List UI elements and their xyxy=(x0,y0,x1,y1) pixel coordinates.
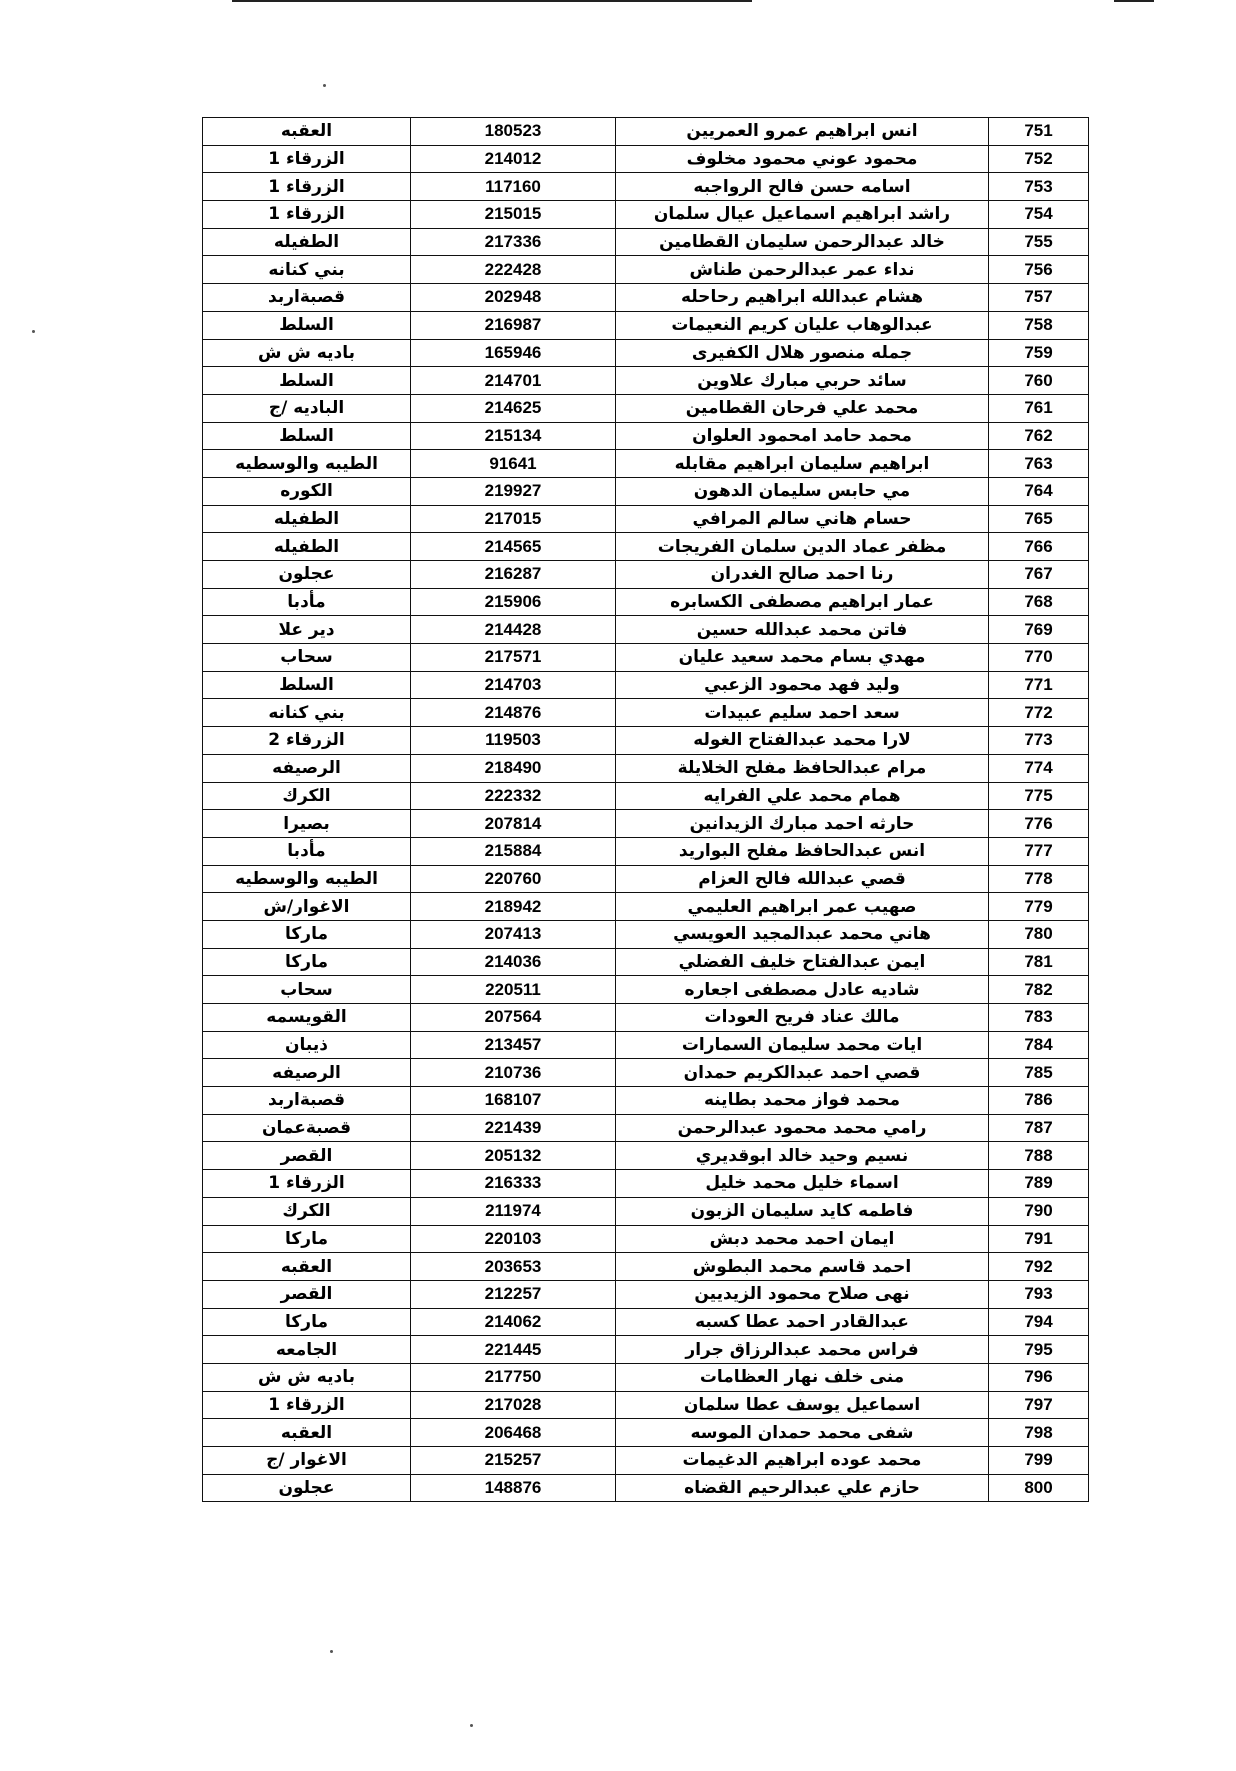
serial-number-cell: 768 xyxy=(989,588,1089,616)
serial-number-cell: 782 xyxy=(989,976,1089,1004)
id-number-cell: 212257 xyxy=(411,1280,616,1308)
name-cell: هشام عبدالله ابراهيم رحاحله xyxy=(616,284,989,312)
table-row xyxy=(203,256,1089,284)
name-cell: لارا محمد عبدالفتاح الغوله xyxy=(616,727,989,755)
table-row xyxy=(203,339,1089,367)
name-cell: حازم علي عبدالرحيم القضاه xyxy=(616,1474,989,1502)
region-cell: العقبه xyxy=(203,1253,411,1281)
id-number-cell: 217336 xyxy=(411,228,616,256)
table-row xyxy=(203,1170,1089,1198)
name-cell: نسيم وحيد خالد ابوقديري xyxy=(616,1142,989,1170)
id-number-cell: 217015 xyxy=(411,505,616,533)
table-row xyxy=(203,671,1089,699)
region-cell: قصبةاربد xyxy=(203,1087,411,1115)
table-row xyxy=(203,561,1089,589)
id-number-cell: 207564 xyxy=(411,1004,616,1032)
id-number-cell: 214062 xyxy=(411,1308,616,1336)
name-cell: مظفر عماد الدين سلمان الفريجات xyxy=(616,533,989,561)
name-cell: رامي محمد محمود عبدالرحمن xyxy=(616,1114,989,1142)
name-cell: سعد احمد سليم عبيدات xyxy=(616,699,989,727)
serial-number-cell: 799 xyxy=(989,1447,1089,1475)
name-cell: راشد ابراهيم اسماعيل عيال سلمان xyxy=(616,201,989,229)
region-cell: العقبه xyxy=(203,1419,411,1447)
region-cell: الاغوار /ج xyxy=(203,1447,411,1475)
serial-number-cell: 754 xyxy=(989,201,1089,229)
serial-number-cell: 763 xyxy=(989,450,1089,478)
table-row xyxy=(203,1363,1089,1391)
region-cell: العقبه xyxy=(203,118,411,146)
scan-speck xyxy=(470,1724,473,1727)
table-row xyxy=(203,1059,1089,1087)
region-cell: مأدبا xyxy=(203,837,411,865)
id-number-cell: 213457 xyxy=(411,1031,616,1059)
name-cell: ايمان احمد محمد دبش xyxy=(616,1225,989,1253)
name-cell: فراس محمد عبدالرزاق جرار xyxy=(616,1336,989,1364)
id-number-cell: 220103 xyxy=(411,1225,616,1253)
name-cell: اسماعيل يوسف عطا سلمان xyxy=(616,1391,989,1419)
region-cell: القصر xyxy=(203,1280,411,1308)
serial-number-cell: 757 xyxy=(989,284,1089,312)
table-row xyxy=(203,1087,1089,1115)
serial-number-cell: 762 xyxy=(989,422,1089,450)
table-row xyxy=(203,505,1089,533)
table-row xyxy=(203,1308,1089,1336)
id-number-cell: 117160 xyxy=(411,173,616,201)
id-number-cell: 206468 xyxy=(411,1419,616,1447)
name-cell: محمد حامد امحمود العلوان xyxy=(616,422,989,450)
id-number-cell: 221439 xyxy=(411,1114,616,1142)
region-cell: سحاب xyxy=(203,644,411,672)
name-cell: جمله منصور هلال الكفيرى xyxy=(616,339,989,367)
table-row xyxy=(203,422,1089,450)
scan-speck xyxy=(323,84,326,87)
serial-number-cell: 786 xyxy=(989,1087,1089,1115)
name-cell: محمد فواز محمد بطاينه xyxy=(616,1087,989,1115)
id-number-cell: 148876 xyxy=(411,1474,616,1502)
region-cell: القصر xyxy=(203,1142,411,1170)
region-cell: ماركا xyxy=(203,948,411,976)
serial-number-cell: 770 xyxy=(989,644,1089,672)
table-row xyxy=(203,754,1089,782)
name-cell: فاطمه كايد سليمان الزبون xyxy=(616,1197,989,1225)
top-border-line xyxy=(1114,0,1154,2)
region-cell: الطيبه والوسطيه xyxy=(203,450,411,478)
table-row xyxy=(203,588,1089,616)
id-number-cell: 218942 xyxy=(411,893,616,921)
region-cell: الرصيفه xyxy=(203,1059,411,1087)
id-number-cell: 217750 xyxy=(411,1363,616,1391)
name-cell: سائد حربي مبارك علاوين xyxy=(616,367,989,395)
table-row xyxy=(203,311,1089,339)
name-cell: نداء عمر عبدالرحمن طناش xyxy=(616,256,989,284)
name-cell: رنا احمد صالح الغدران xyxy=(616,561,989,589)
region-cell: سحاب xyxy=(203,976,411,1004)
table-row xyxy=(203,782,1089,810)
region-cell: باديه ش ش xyxy=(203,339,411,367)
table-row xyxy=(203,284,1089,312)
serial-number-cell: 795 xyxy=(989,1336,1089,1364)
name-cell: عبدالقادر احمد عطا كسبه xyxy=(616,1308,989,1336)
id-number-cell: 205132 xyxy=(411,1142,616,1170)
region-cell: السلط xyxy=(203,311,411,339)
name-cell: محمد عوده ابراهيم الدغيمات xyxy=(616,1447,989,1475)
id-number-cell: 216287 xyxy=(411,561,616,589)
serial-number-cell: 798 xyxy=(989,1419,1089,1447)
name-cell: حسام هاني سالم المرافي xyxy=(616,505,989,533)
region-cell: قصبةاربد xyxy=(203,284,411,312)
name-cell: منى خلف نهار العظامات xyxy=(616,1363,989,1391)
region-cell: عجلون xyxy=(203,561,411,589)
id-number-cell: 207413 xyxy=(411,920,616,948)
id-number-cell: 220760 xyxy=(411,865,616,893)
serial-number-cell: 796 xyxy=(989,1363,1089,1391)
name-cell: شفى محمد حمدان الموسه xyxy=(616,1419,989,1447)
table-row xyxy=(203,644,1089,672)
serial-number-cell: 758 xyxy=(989,311,1089,339)
serial-number-cell: 779 xyxy=(989,893,1089,921)
top-border-line xyxy=(232,0,752,2)
region-cell: مأدبا xyxy=(203,588,411,616)
region-cell: ماركا xyxy=(203,1225,411,1253)
id-number-cell: 216333 xyxy=(411,1170,616,1198)
id-number-cell: 214625 xyxy=(411,394,616,422)
name-cell: انس عبدالحافظ مفلح البواريد xyxy=(616,837,989,865)
table-row xyxy=(203,865,1089,893)
region-cell: بصيرا xyxy=(203,810,411,838)
region-cell: ماركا xyxy=(203,920,411,948)
name-cell: نهى صلاح محمود الزيديين xyxy=(616,1280,989,1308)
table-row xyxy=(203,228,1089,256)
region-cell: الزرقاء 1 xyxy=(203,1391,411,1419)
serial-number-cell: 791 xyxy=(989,1225,1089,1253)
region-cell: الرصيفه xyxy=(203,754,411,782)
serial-number-cell: 752 xyxy=(989,145,1089,173)
region-cell: باديه ش ش xyxy=(203,1363,411,1391)
serial-number-cell: 755 xyxy=(989,228,1089,256)
region-cell: الطفيله xyxy=(203,533,411,561)
serial-number-cell: 794 xyxy=(989,1308,1089,1336)
serial-number-cell: 776 xyxy=(989,810,1089,838)
name-cell: خالد عبدالرحمن سليمان القطامين xyxy=(616,228,989,256)
table-row xyxy=(203,118,1089,146)
id-number-cell: 215257 xyxy=(411,1447,616,1475)
serial-number-cell: 775 xyxy=(989,782,1089,810)
serial-number-cell: 756 xyxy=(989,256,1089,284)
name-cell: ابراهيم سليمان ابراهيم مقابله xyxy=(616,450,989,478)
serial-number-cell: 774 xyxy=(989,754,1089,782)
name-cell: انس ابراهيم عمرو العمريين xyxy=(616,118,989,146)
region-cell: الزرقاء 1 xyxy=(203,201,411,229)
serial-number-cell: 785 xyxy=(989,1059,1089,1087)
name-cell: مالك عناد فريح العودات xyxy=(616,1004,989,1032)
name-cell: قصي احمد عبدالكريم حمدان xyxy=(616,1059,989,1087)
region-cell: الباديه /ج xyxy=(203,394,411,422)
region-cell: الاغوار/ش xyxy=(203,893,411,921)
serial-number-cell: 790 xyxy=(989,1197,1089,1225)
serial-number-cell: 767 xyxy=(989,561,1089,589)
scan-speck xyxy=(32,330,35,333)
name-cell: صهيب عمر ابراهيم العليمي xyxy=(616,893,989,921)
id-number-cell: 202948 xyxy=(411,284,616,312)
id-number-cell: 211974 xyxy=(411,1197,616,1225)
name-cell: مي حابس سليمان الدهون xyxy=(616,477,989,505)
table-row xyxy=(203,145,1089,173)
roster-table xyxy=(202,117,1089,1502)
id-number-cell: 221445 xyxy=(411,1336,616,1364)
serial-number-cell: 789 xyxy=(989,1170,1089,1198)
id-number-cell: 222332 xyxy=(411,782,616,810)
id-number-cell: 168107 xyxy=(411,1087,616,1115)
table-row xyxy=(203,1197,1089,1225)
id-number-cell: 217028 xyxy=(411,1391,616,1419)
serial-number-cell: 777 xyxy=(989,837,1089,865)
id-number-cell: 215015 xyxy=(411,201,616,229)
name-cell: محمد علي فرحان القطامين xyxy=(616,394,989,422)
id-number-cell: 214876 xyxy=(411,699,616,727)
id-number-cell: 215884 xyxy=(411,837,616,865)
id-number-cell: 216987 xyxy=(411,311,616,339)
name-cell: عبدالوهاب عليان كريم النعيمات xyxy=(616,311,989,339)
table-row xyxy=(203,201,1089,229)
table-row xyxy=(203,173,1089,201)
serial-number-cell: 780 xyxy=(989,920,1089,948)
table-row xyxy=(203,450,1089,478)
serial-number-cell: 784 xyxy=(989,1031,1089,1059)
name-cell: محمود عوني محمود مخلوف xyxy=(616,145,989,173)
table-row xyxy=(203,1391,1089,1419)
serial-number-cell: 792 xyxy=(989,1253,1089,1281)
id-number-cell: 214703 xyxy=(411,671,616,699)
region-cell: الكرك xyxy=(203,782,411,810)
name-cell: احمد قاسم محمد البطوش xyxy=(616,1253,989,1281)
id-number-cell: 214012 xyxy=(411,145,616,173)
region-cell: الطفيله xyxy=(203,505,411,533)
serial-number-cell: 781 xyxy=(989,948,1089,976)
name-cell: ايمن عبدالفتاح خليف الفضلي xyxy=(616,948,989,976)
id-number-cell: 165946 xyxy=(411,339,616,367)
name-cell: مرام عبدالحافظ مفلح الخلايلة xyxy=(616,754,989,782)
table-row xyxy=(203,1142,1089,1170)
id-number-cell: 203653 xyxy=(411,1253,616,1281)
serial-number-cell: 778 xyxy=(989,865,1089,893)
serial-number-cell: 759 xyxy=(989,339,1089,367)
serial-number-cell: 797 xyxy=(989,1391,1089,1419)
table-row xyxy=(203,367,1089,395)
id-number-cell: 215906 xyxy=(411,588,616,616)
name-cell: اسامه حسن فالح الرواجبه xyxy=(616,173,989,201)
table-row xyxy=(203,699,1089,727)
name-cell: مهدي بسام محمد سعيد عليان xyxy=(616,644,989,672)
serial-number-cell: 753 xyxy=(989,173,1089,201)
table-row xyxy=(203,727,1089,755)
table-row xyxy=(203,616,1089,644)
region-cell: قصبةعمان xyxy=(203,1114,411,1142)
serial-number-cell: 787 xyxy=(989,1114,1089,1142)
table-row xyxy=(203,1280,1089,1308)
region-cell: دير علا xyxy=(203,616,411,644)
region-cell: القويسمه xyxy=(203,1004,411,1032)
name-cell: عمار ابراهيم مصطفى الكسابره xyxy=(616,588,989,616)
table-row xyxy=(203,1419,1089,1447)
id-number-cell: 180523 xyxy=(411,118,616,146)
name-cell: وليد فهد محمود الزعبي xyxy=(616,671,989,699)
table-row xyxy=(203,837,1089,865)
table-row xyxy=(203,976,1089,1004)
table-row xyxy=(203,1031,1089,1059)
table-row xyxy=(203,1004,1089,1032)
region-cell: بني كنانه xyxy=(203,256,411,284)
id-number-cell: 207814 xyxy=(411,810,616,838)
region-cell: بني كنانه xyxy=(203,699,411,727)
id-number-cell: 214701 xyxy=(411,367,616,395)
serial-number-cell: 773 xyxy=(989,727,1089,755)
name-cell: حارثه احمد مبارك الزيدانين xyxy=(616,810,989,838)
id-number-cell: 220511 xyxy=(411,976,616,1004)
name-cell: قصي عبدالله فالح العزام xyxy=(616,865,989,893)
region-cell: الزرقاء 1 xyxy=(203,145,411,173)
region-cell: السلط xyxy=(203,422,411,450)
region-cell: الطيبه والوسطيه xyxy=(203,865,411,893)
region-cell: الكرك xyxy=(203,1197,411,1225)
table-row xyxy=(203,533,1089,561)
serial-number-cell: 751 xyxy=(989,118,1089,146)
region-cell: الزرقاء 2 xyxy=(203,727,411,755)
serial-number-cell: 771 xyxy=(989,671,1089,699)
name-cell: ايات محمد سليمان السمارات xyxy=(616,1031,989,1059)
name-cell: فاتن محمد عبدالله حسين xyxy=(616,616,989,644)
serial-number-cell: 766 xyxy=(989,533,1089,561)
id-number-cell: 222428 xyxy=(411,256,616,284)
region-cell: الطفيله xyxy=(203,228,411,256)
id-number-cell: 119503 xyxy=(411,727,616,755)
region-cell: ماركا xyxy=(203,1308,411,1336)
table-row xyxy=(203,1114,1089,1142)
id-number-cell: 217571 xyxy=(411,644,616,672)
serial-number-cell: 761 xyxy=(989,394,1089,422)
serial-number-cell: 769 xyxy=(989,616,1089,644)
region-cell: السلط xyxy=(203,367,411,395)
region-cell: الزرقاء 1 xyxy=(203,1170,411,1198)
id-number-cell: 218490 xyxy=(411,754,616,782)
serial-number-cell: 783 xyxy=(989,1004,1089,1032)
table-row xyxy=(203,948,1089,976)
scan-speck xyxy=(330,1650,333,1653)
table-row xyxy=(203,1336,1089,1364)
name-cell: شاديه عادل مصطفى اجعاره xyxy=(616,976,989,1004)
serial-number-cell: 764 xyxy=(989,477,1089,505)
region-cell: ذيبان xyxy=(203,1031,411,1059)
serial-number-cell: 800 xyxy=(989,1474,1089,1502)
table-row xyxy=(203,810,1089,838)
serial-number-cell: 760 xyxy=(989,367,1089,395)
table-row xyxy=(203,1474,1089,1502)
id-number-cell: 210736 xyxy=(411,1059,616,1087)
id-number-cell: 219927 xyxy=(411,477,616,505)
name-cell: همام محمد علي الفرايه xyxy=(616,782,989,810)
serial-number-cell: 772 xyxy=(989,699,1089,727)
region-cell: الجامعه xyxy=(203,1336,411,1364)
region-cell: الزرقاء 1 xyxy=(203,173,411,201)
region-cell: السلط xyxy=(203,671,411,699)
table-row xyxy=(203,920,1089,948)
region-cell: عجلون xyxy=(203,1474,411,1502)
serial-number-cell: 788 xyxy=(989,1142,1089,1170)
table-row xyxy=(203,477,1089,505)
id-number-cell: 91641 xyxy=(411,450,616,478)
table-row xyxy=(203,893,1089,921)
table-row xyxy=(203,394,1089,422)
id-number-cell: 214565 xyxy=(411,533,616,561)
region-cell: الكوره xyxy=(203,477,411,505)
name-cell: اسماء خليل محمد خليل xyxy=(616,1170,989,1198)
serial-number-cell: 793 xyxy=(989,1280,1089,1308)
id-number-cell: 214428 xyxy=(411,616,616,644)
serial-number-cell: 765 xyxy=(989,505,1089,533)
roster-body xyxy=(203,118,1089,1502)
table-row xyxy=(203,1253,1089,1281)
table-row xyxy=(203,1447,1089,1475)
id-number-cell: 214036 xyxy=(411,948,616,976)
table-row xyxy=(203,1225,1089,1253)
id-number-cell: 215134 xyxy=(411,422,616,450)
name-cell: هاني محمد عبدالمجيد العويسي xyxy=(616,920,989,948)
